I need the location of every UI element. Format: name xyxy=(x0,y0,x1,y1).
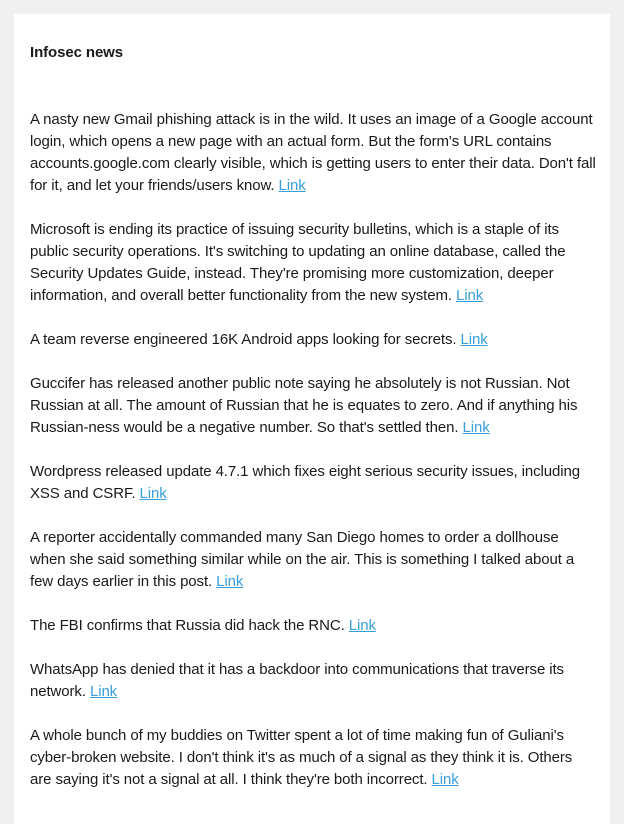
news-item xyxy=(30,329,596,351)
news-list xyxy=(30,109,596,813)
news-item-text: The FBI confirms that Russia did hack the RNC. xyxy=(30,617,345,634)
news-item xyxy=(30,615,596,637)
news-item-link[interactable]: Link xyxy=(89,683,118,700)
news-item-link[interactable]: Link xyxy=(431,771,459,788)
news-item-link[interactable]: Link xyxy=(139,485,167,502)
news-item xyxy=(30,219,596,307)
news-item xyxy=(30,373,596,439)
section-title: Infosec news xyxy=(30,44,123,61)
news-item-link[interactable]: Link xyxy=(348,617,376,634)
news-item-text: WhatsApp has denied that it has a backdoor into communications that traverse its network. xyxy=(30,661,564,700)
news-item-text: Wordpress released update 4.7.1 which fixes eight serious security issues, including XSS and CSRF. xyxy=(30,463,580,502)
news-item-link[interactable]: Link xyxy=(278,177,306,194)
news-item-text: Microsoft is ending its practice of issuing security bulletins, which is a staple of its public security operations. It's switching to updating an online database, called the Security Updates Guide, instead. They're promising more customization, deeper information, and overall better functionality from the new system. xyxy=(30,221,566,304)
news-item xyxy=(30,461,596,505)
news-item xyxy=(30,527,596,593)
news-item xyxy=(30,725,596,791)
news-item-text: A whole bunch of my buddies on Twitter spent a lot of time making fun of Guliani's cyber-broken website. I don't think it's as much of a signal as they think it is. Others are saying it's not a signal at all. I think they're both incorrect. xyxy=(30,727,573,788)
news-item-text: Guccifer has released another public note saying he absolutely is not Russian. Not Russian at all. The amount of Russian that he is equates to zero. And if anything his Russian-ness would be a negative number. So that's settled then. xyxy=(30,375,578,436)
content-card xyxy=(14,14,610,824)
news-item-link[interactable]: Link xyxy=(460,331,488,348)
news-item-link[interactable]: Link xyxy=(456,287,484,304)
news-item-link[interactable]: Link xyxy=(462,419,490,436)
news-item xyxy=(30,109,596,197)
news-item-text: A team reverse engineered 16K Android apps looking for secrets. xyxy=(30,331,457,348)
news-item-text: A nasty new Gmail phishing attack is in the wild. It uses an image of a Google account login, which opens a new page with an actual form. But the form's URL contains accounts.google.com clearly visible, which is getting users to enter their data. Don't fall for it, and let your friends/users know. xyxy=(30,111,596,194)
news-item-link[interactable]: Link xyxy=(216,573,244,590)
news-item-text: A reporter accidentally commanded many San Diego homes to order a dollhouse when she said something similar while on the air. This is something I talked about a few days earlier in this post. xyxy=(30,529,575,590)
news-item xyxy=(30,659,596,703)
